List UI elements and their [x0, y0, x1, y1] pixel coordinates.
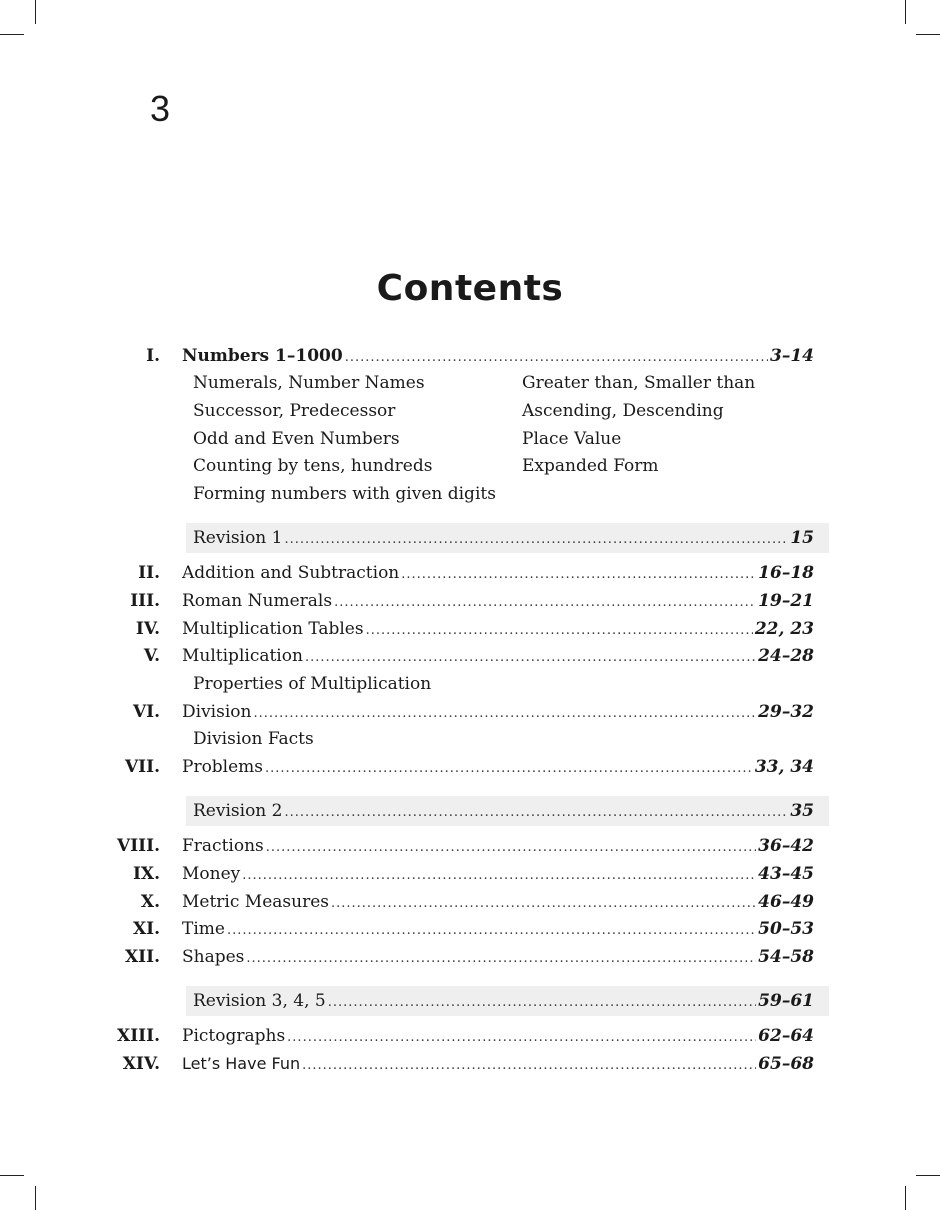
toc-entry[interactable] [0, 524, 940, 552]
chapter-title: Fractions [182, 836, 264, 856]
toc-entry[interactable] [0, 1022, 940, 1050]
leader-dots [284, 526, 788, 554]
chapter-title: Addition and Subtraction [182, 563, 400, 583]
chapter-title: Division [182, 702, 252, 722]
subtopic: Expanded Form [522, 456, 659, 476]
crop-mark [905, 1186, 906, 1210]
page-range: 19–21 [758, 591, 814, 611]
toc-entry[interactable] [0, 642, 940, 670]
toc-entry[interactable] [0, 943, 940, 971]
chapter-number: XIV. [122, 1054, 160, 1074]
crop-mark [905, 0, 906, 24]
toc-entry[interactable] [0, 698, 940, 726]
crop-mark [916, 34, 940, 35]
revision-title: Revision 1 [193, 528, 283, 548]
toc-entry[interactable] [0, 860, 940, 888]
crop-mark [916, 1175, 940, 1176]
chapter-title: Multiplication [182, 646, 303, 666]
page-range: 3–14 [770, 346, 814, 366]
page-range: 43–45 [758, 864, 814, 884]
subtopic: Ascending, Descending [522, 401, 724, 421]
toc-entry[interactable] [0, 1050, 940, 1078]
page-range: 33, 34 [754, 757, 814, 777]
chapter-number: XI. [132, 919, 160, 939]
leader-dots [246, 945, 756, 973]
leader-dots [287, 1024, 756, 1052]
page-range: 62–64 [758, 1026, 814, 1046]
subtopic: Counting by tens, hundreds [193, 456, 433, 476]
subtopic: Properties of Multiplication [193, 674, 432, 694]
leader-dots [331, 890, 756, 918]
subtopic: Odd and Even Numbers [193, 429, 400, 449]
subtopic: Numerals, Number Names [193, 373, 425, 393]
toc-entry[interactable] [0, 753, 940, 781]
leader-dots [253, 700, 756, 728]
toc-entry[interactable] [0, 888, 940, 916]
chapter-title: Time [182, 919, 225, 939]
leader-dots [305, 644, 756, 672]
page-range: 22, 23 [754, 619, 814, 639]
chapter-number: VI. [132, 702, 160, 722]
chapter-title: Problems [182, 757, 264, 777]
chapter-number: IX. [132, 864, 160, 884]
toc-entry[interactable] [0, 987, 940, 1015]
toc-entry[interactable] [0, 832, 940, 860]
leader-dots [366, 617, 753, 645]
page-range: 50–53 [758, 919, 814, 939]
chapter-title: Shapes [182, 947, 245, 967]
crop-mark [35, 0, 36, 24]
page-range: 65–68 [758, 1054, 814, 1074]
toc-entry[interactable] [0, 559, 940, 587]
chapter-title: Pictographs [182, 1026, 286, 1046]
crop-mark [0, 34, 24, 35]
subtopic: Place Value [522, 429, 622, 449]
page-range: 16–18 [758, 563, 814, 583]
leader-dots [401, 561, 756, 589]
page-range: 36–42 [758, 836, 814, 856]
leader-dots [328, 989, 756, 1017]
subtopic: Forming numbers with given digits [193, 484, 496, 504]
toc-entry[interactable] [0, 915, 940, 943]
chapter-number: I. [146, 346, 160, 366]
leader-dots [266, 834, 756, 862]
crop-mark [35, 1186, 36, 1210]
subtopic: Division Facts [193, 729, 314, 749]
leader-dots [345, 344, 768, 372]
chapter-number: VII. [124, 757, 160, 777]
revision-title: Revision 3, 4, 5 [193, 991, 326, 1011]
page-range: 24–28 [758, 646, 814, 666]
chapter-number: VIII. [117, 836, 160, 856]
leader-dots [302, 1052, 756, 1080]
chapter-number: IV. [135, 619, 160, 639]
toc-entry[interactable] [0, 615, 940, 643]
leader-dots [242, 862, 756, 890]
page-title: Contents [376, 268, 564, 309]
chapter-number: XII. [124, 947, 160, 967]
leader-dots [334, 589, 756, 617]
page-range: 46–49 [758, 892, 814, 912]
chapter-number: III. [130, 591, 160, 611]
chapter-number: V. [143, 646, 160, 666]
chapter-title: Roman Numerals [182, 591, 333, 611]
page-number: 3 [150, 88, 171, 129]
subtopic: Greater than, Smaller than [522, 373, 756, 393]
chapter-title: Let’s Have Fun [182, 1054, 301, 1073]
page-range: 29–32 [758, 702, 814, 722]
revision-title: Revision 2 [193, 801, 283, 821]
page-range: 15 [790, 528, 814, 548]
toc-entry[interactable] [0, 797, 940, 825]
chapter-title: Multiplication Tables [182, 619, 364, 639]
toc-entry[interactable] [0, 587, 940, 615]
leader-dots [284, 799, 788, 827]
leader-dots [227, 917, 756, 945]
page-range: 54–58 [758, 947, 814, 967]
chapter-number: II. [138, 563, 160, 583]
chapter-title: Money [182, 864, 241, 884]
page-range: 35 [790, 801, 814, 821]
subtopic: Successor, Predecessor [193, 401, 396, 421]
leader-dots [265, 755, 753, 783]
chapter-title: Metric Measures [182, 892, 329, 912]
toc-entry[interactable] [0, 342, 940, 370]
crop-mark [0, 1175, 24, 1176]
chapter-number: XIII. [117, 1026, 160, 1046]
chapter-title: Numbers 1–1000 [182, 346, 343, 366]
page-range: 59–61 [758, 991, 814, 1011]
chapter-number: X. [140, 892, 160, 912]
